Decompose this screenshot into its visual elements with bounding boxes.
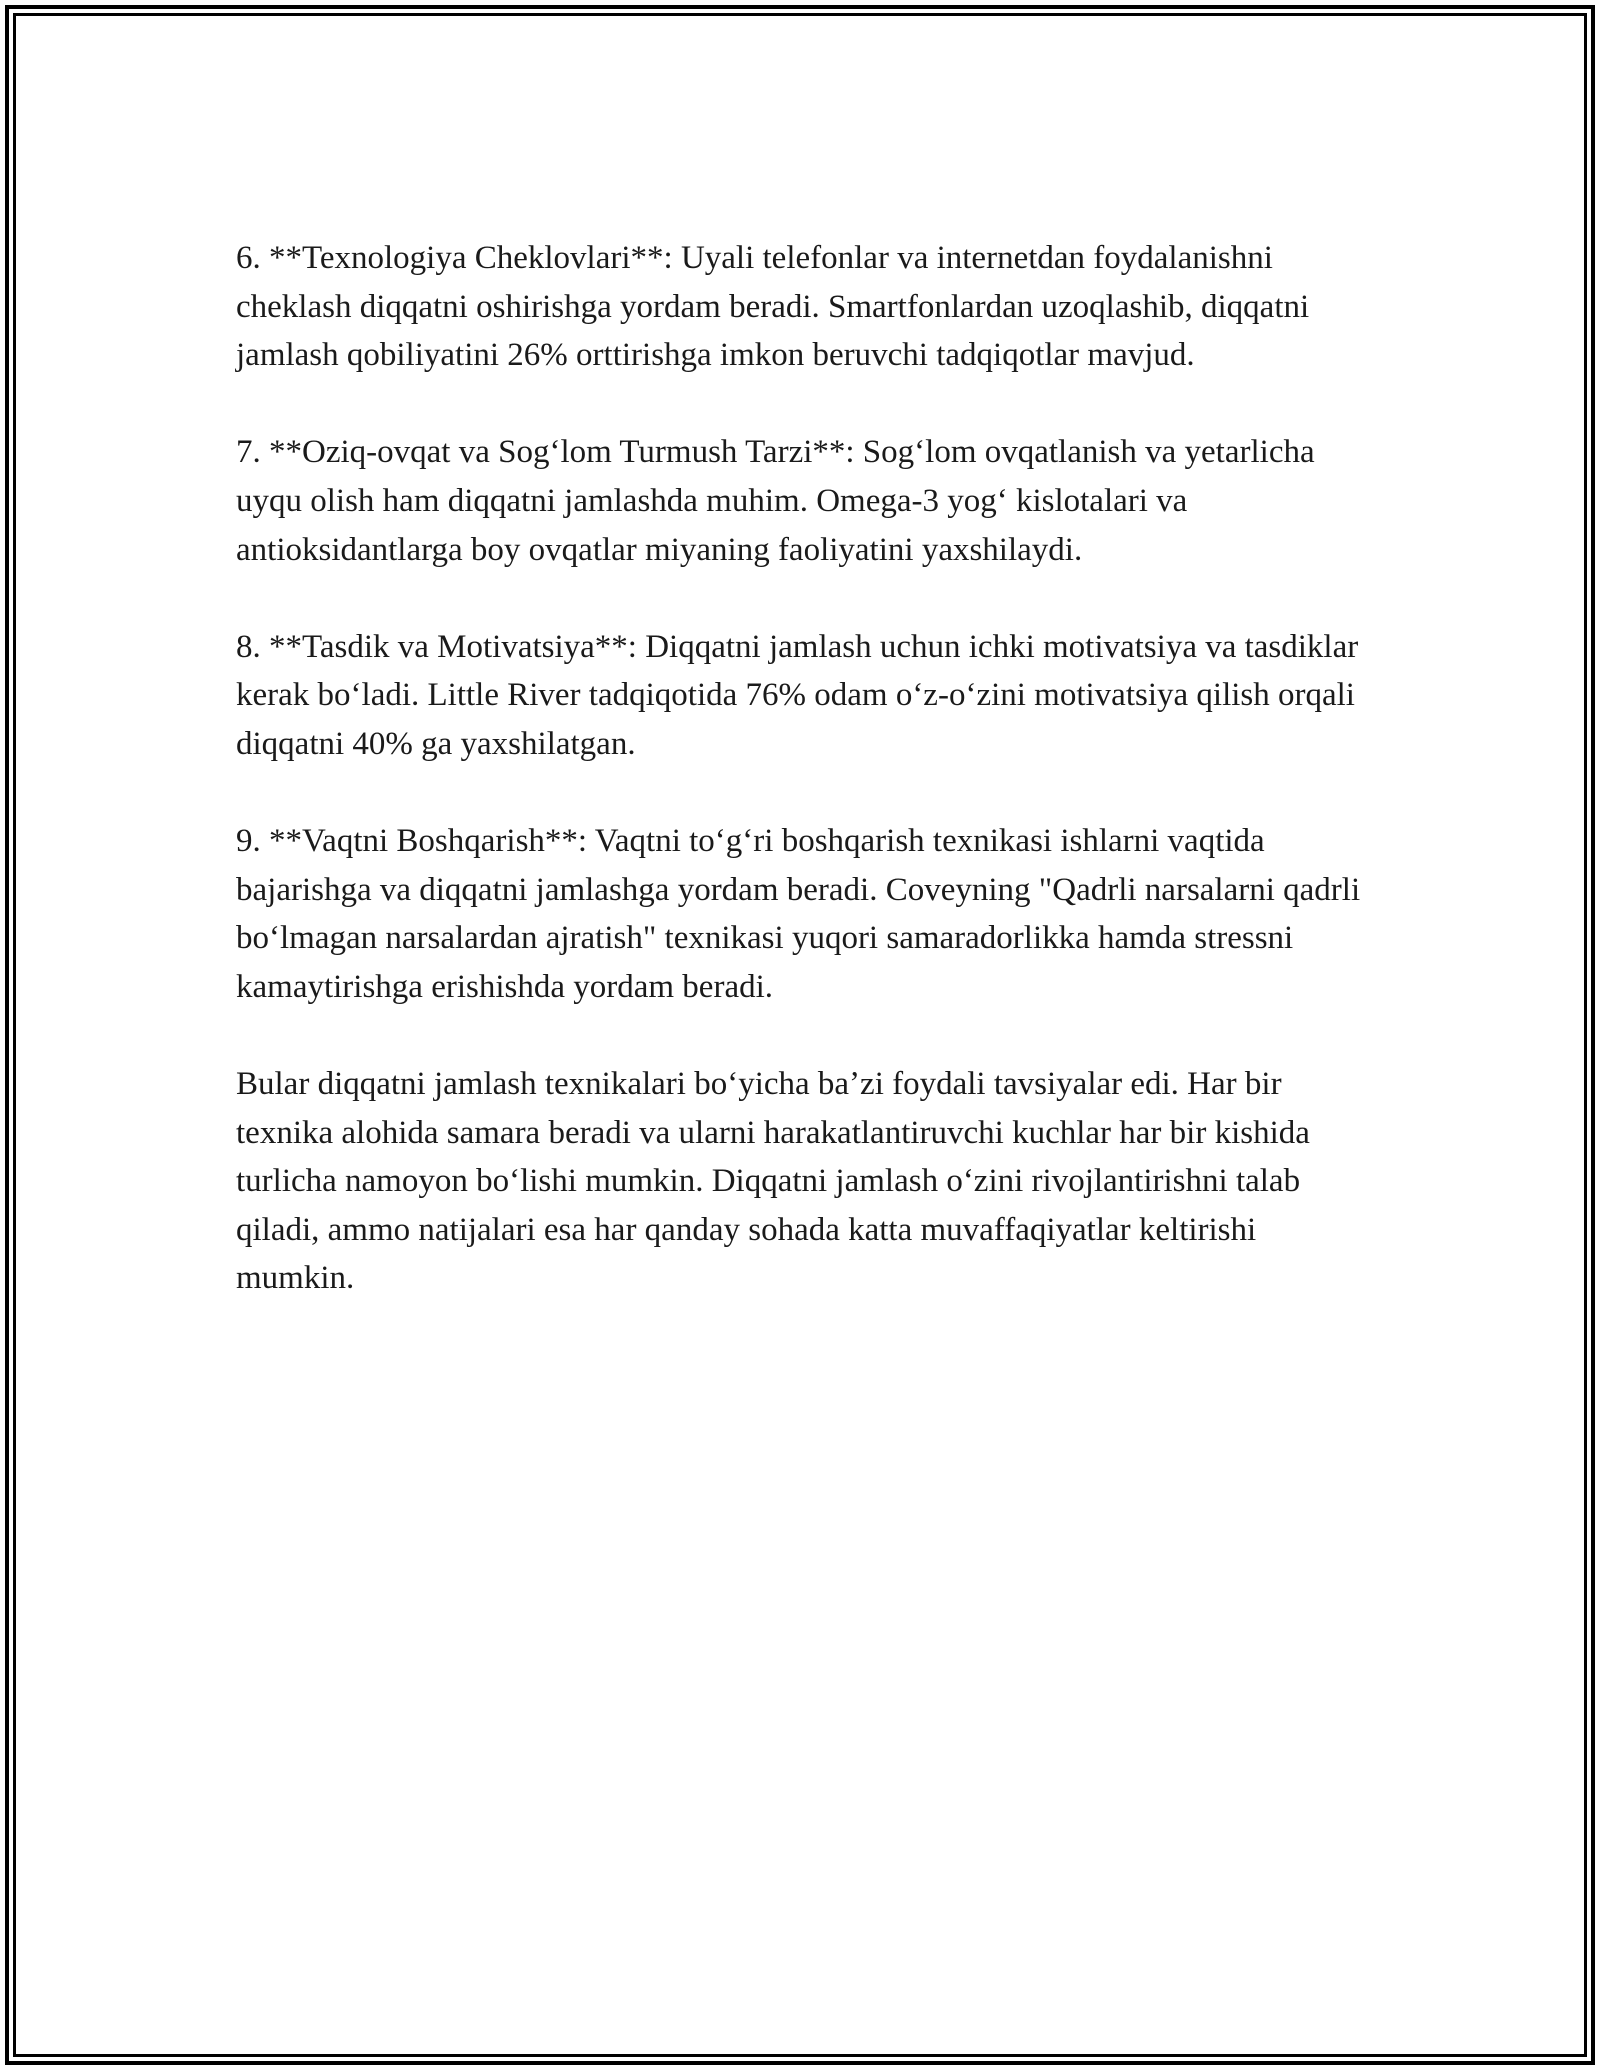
- paragraph-nutrition-lifestyle: 7. **Oziq-ovqat va Sogʻlom Turmush Tarzi**: Sogʻlom ovqatlanish va yetarlicha uyqu olish ham diqqatni jamlashda muhim. Omega-3 yogʻ kislotalari va antioksidantlarga boy ovqatlar miyaning faoliyatini yaxshilaydi.: [236, 434, 1315, 568]
- paragraph-affirmation-motivation: 8. **Tasdik va Motivatsiya**: Diqqatni jamlash uchun ichki motivatsiya va tasdiklar kerak boʻladi. Little River tadqiqotida 76% odam oʻz-oʻzini motivatsiya qilish orqali diqqatni 40% ga yaxshilatgan.: [236, 628, 1359, 762]
- document-body: [236, 234, 1376, 1352]
- paragraph-technology-limits: 6. **Texnologiya Cheklovlari**: Uyali telefonlar va internetdan foydalanishni cheklash diqqatni oshirishga yordam beradi. Smartfonlardan uzoqlashib, diqqatni jamlash qobiliyatini 26% orttirishga imkon beruvchi tadqiqotlar mavjud.: [236, 240, 1310, 374]
- paragraph-conclusion: Bular diqqatni jamlash texnikalari boʻyicha baʼzi foydali tavsiyalar edi. Har bir texnika alohida samara beradi va ularni harakatlantiruvchi kuchlar har bir kishida turlicha namoyon boʻlishi mumkin. Diqqatni jamlash oʻzini rivojlantirishni talab qiladi, ammo natijalari esa har qanday sohada katta muvaffaqiyatlar keltirishi mumkin.: [236, 1066, 1310, 1297]
- paragraph-time-management: 9. **Vaqtni Boshqarish**: Vaqtni toʻgʻri boshqarish texnikasi ishlarni vaqtida bajarishga va diqqatni jamlashga yordam beradi. Coveyning "Qadrli narsalarni qadrli boʻlmagan narsalardan ajratish" texnikasi yuqori samaradorlikka hamda stressni kamaytirishga erishishda yordam beradi.: [236, 823, 1361, 1005]
